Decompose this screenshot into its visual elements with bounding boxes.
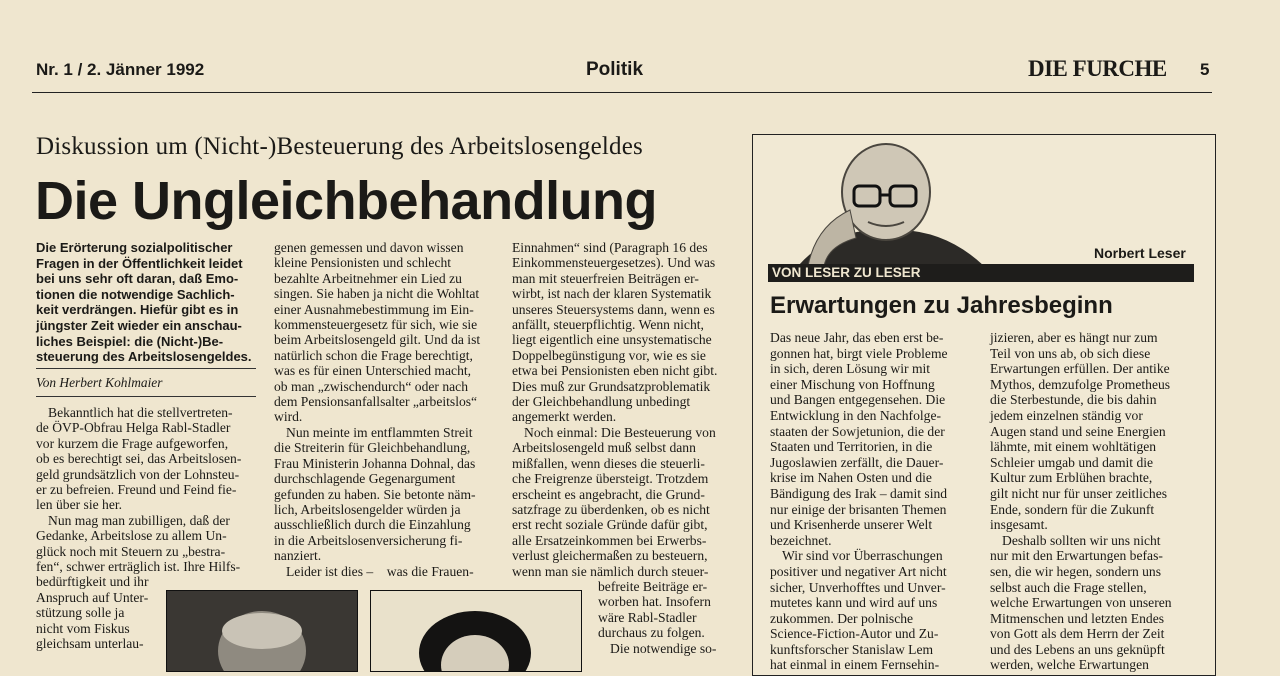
text-line: beim Arbeitslosengeld gilt. Und da ist: [274, 332, 481, 348]
lead-line: Fragen in der Öffentlichkeit leidet: [36, 255, 243, 271]
text-line: Leider ist dies – was die Frauen-: [286, 563, 474, 579]
text-line: Kultur zum Erblühen brachte,: [990, 470, 1153, 486]
text-line: nur mit den Erwartungen befas-: [990, 548, 1163, 564]
text-line: ob es berechtigt sei, das Arbeitslosen-: [36, 451, 242, 467]
text-line: mißfallen, wenn dieses die steuerli-: [512, 455, 705, 471]
text-line: glück noch mit Steuern zu „bestra-: [36, 543, 226, 559]
masthead: DIE FURCHE: [1028, 56, 1167, 81]
text-line: singen. Sie haben ja nicht die Wohltat: [274, 286, 480, 302]
text-line: Gedanke, Arbeitslose zu allem Un-: [36, 528, 227, 544]
text-line: Bekanntlich hat die stellvertreten-: [48, 405, 233, 420]
text-line: selbst auch die Frage stellen,: [990, 579, 1147, 595]
text-line: die Sterbestunde, die bis dahin: [990, 392, 1157, 408]
text-line: Dies muß zur Grundsatzproblematik: [512, 378, 711, 394]
text-line: Staaten und Territorien, in die: [770, 439, 933, 455]
text-line: insgesamt.: [990, 517, 1048, 533]
text-line: krise im Nahen Osten und die: [770, 470, 932, 486]
text-line: Das neue Jahr, das eben erst be-: [770, 330, 944, 345]
text-line: anfällt, steuerpflichtig. Wenn nicht,: [512, 317, 704, 333]
article-photo-right: [370, 590, 582, 672]
text-line: worben hat. Insofern: [598, 594, 711, 610]
text-line: werden, welche Erwartungen: [990, 657, 1149, 673]
text-line: Teil von uns ab, ob sich diese: [990, 345, 1151, 361]
text-line: ob man „zwischendurch“ oder nach: [274, 378, 469, 394]
article-kicker: Diskussion um (Nicht-)Besteuerung des Arbeitslosengeldes: [36, 133, 643, 160]
text-line: mutetes kann und wird auf uns: [770, 595, 938, 611]
text-line: und Bangen entgegensehen. Die: [770, 392, 946, 408]
article-column-3-continued: [598, 579, 734, 656]
text-line: angemerkt werden.: [512, 409, 617, 425]
lead-line: jüngster Zeit wieder ein anschau-: [36, 317, 242, 333]
text-line: wenn man sie nämlich durch steuer-: [512, 563, 709, 579]
sidebar-author: Norbert Leser: [1094, 245, 1186, 261]
text-line: Arbeitslosengeld muß selbst dann: [512, 440, 696, 456]
article-headline: Die Ungleichbehandlung: [35, 171, 658, 231]
text-line: kommensteuergesetz für sich, wie sie: [274, 317, 478, 333]
text-line: jizieren, aber es hängt nur zum: [990, 330, 1158, 345]
text-line: Bändigung des Irak – damit sind: [770, 485, 948, 501]
section-title: Politik: [586, 59, 644, 80]
lead-line: bei uns sehr oft daran, daß Emo-: [36, 271, 239, 287]
text-line: Erwartungen erfüllen. Der antike: [990, 361, 1170, 377]
text-line: bezeichnet.: [770, 532, 832, 548]
text-line: einer Ausnahmebestimmung im Ein-: [274, 301, 474, 317]
text-line: Einnahmen“ sind (Paragraph 16 des: [512, 240, 708, 255]
text-line: zukommen. Der polnische: [770, 610, 914, 626]
text-line: durchschlagende Gegenargument: [274, 471, 456, 487]
column-band: VON LESER ZU LESER: [768, 264, 1194, 282]
text-line: nanziert.: [274, 548, 322, 564]
text-line: Mitmenschen und letzten Endes: [990, 610, 1165, 626]
text-line: Schleier umgab und damit die: [990, 454, 1154, 470]
text-line: nicht vom Fiskus: [36, 620, 130, 636]
text-line: durchaus zu folgen.: [598, 625, 705, 641]
text-line: Mythos, demzufolge Prometheus: [990, 376, 1171, 392]
text-line: hat einmal in einem Fernsehin-: [770, 657, 940, 673]
text-line: was es für einen Unterschied macht,: [274, 363, 472, 379]
header-rule: [32, 92, 1212, 93]
issue-date: Nr. 1 / 2. Jänner 1992: [36, 60, 205, 79]
text-line: Nun meinte im entflammten Streit: [286, 424, 473, 440]
article-column-3: [512, 240, 734, 579]
text-line: Nun mag man zubilligen, daß der: [48, 512, 230, 528]
text-line: kunftsforscher Stanislaw Lem: [770, 641, 934, 657]
text-line: gonnen hat, birgt viele Probleme: [770, 345, 948, 361]
text-line: die Streiterin für Gleichbehandlung,: [274, 440, 471, 456]
text-line: jedem einzelnen ständig vor: [990, 407, 1143, 423]
text-line: Die notwendige so-: [610, 640, 717, 656]
text-line: lich, Arbeitslosengelder würden ja: [274, 501, 461, 517]
text-line: de ÖVP-Obfrau Helga Rabl-Stadler: [36, 420, 231, 436]
text-line: Science-Fiction-Autor und Zu-: [770, 626, 939, 642]
text-line: ausschließlich durch die Einzahlung: [274, 517, 471, 533]
text-line: Frau Ministerin Johanna Dohnal, das: [274, 455, 476, 471]
portrait-image: [371, 591, 581, 671]
divider: [36, 396, 256, 397]
text-line: liegt eigentlich eine unsystematische: [512, 332, 712, 348]
text-line: Augen stand und seine Energien: [990, 423, 1166, 439]
portrait-image: [788, 140, 988, 266]
article-column-2: [274, 240, 496, 579]
text-line: fen“, schwer erträglich ist. Ihre Hilfs-: [36, 559, 241, 575]
text-line: satzfrage zu überdenken, ob es nicht: [512, 501, 710, 517]
text-line: Wir sind vor Überraschungen: [782, 548, 943, 564]
text-line: wirbt, ist nach der klaren Systematik: [512, 286, 712, 302]
text-line: stützung solle ja: [36, 605, 125, 621]
article-lead: [36, 240, 256, 365]
text-line: geld grundsätzlich von der Lohnsteu-: [36, 466, 240, 482]
text-line: kleine Pensionisten und schlecht: [274, 255, 452, 271]
author-portrait: [788, 140, 988, 266]
text-line: von Gott als dem Herrn der Zeit: [990, 626, 1165, 642]
text-line: Einkommensteuergesetzes). Und was: [512, 255, 716, 271]
text-line: positiver und negativer Art nicht: [770, 563, 947, 579]
lead-line: keit verdrängen. Hiefür gibt es in: [36, 302, 239, 318]
lead-line: steuerung des Arbeitslosengeldes.: [36, 349, 252, 365]
text-line: gefunden zu haben. Sie betonte näm-: [274, 486, 476, 502]
text-line: sicher, Unverhofftes und Unver-: [770, 579, 946, 595]
text-line: dem Pensionsanfallsalter „arbeitslos“: [274, 394, 478, 410]
lead-line: tionen die notwendige Sachlich-: [36, 286, 235, 302]
text-line: der Gleichbehandlung unbedingt: [512, 394, 691, 410]
text-line: gleichsam unterlau-: [36, 636, 144, 652]
text-line: Deshalb sollten wir uns nicht: [1002, 532, 1161, 548]
text-line: Anspruch auf Unter-: [36, 589, 149, 605]
text-line: welche Erwartungen von unseren: [990, 595, 1172, 611]
text-line: nur einige der brisanten Themen: [770, 501, 947, 517]
article-photo-left: [166, 590, 358, 672]
text-line: bedürftigkeit und ihr: [36, 574, 149, 590]
text-line: man mit steuerfreien Beiträgen er-: [512, 270, 699, 286]
lead-line: Die Erörterung sozialpolitischer: [36, 240, 233, 255]
text-line: etwa bei Pensionisten eben nicht gibt.: [512, 363, 718, 379]
text-line: und des Lebens an uns geknüpft: [990, 641, 1165, 657]
text-line: alle Ersatzeinkommen bei Erwerbs-: [512, 532, 707, 548]
text-line: Noch einmal: Die Besteuerung von: [524, 424, 716, 440]
text-line: Entwicklung in den Nachfolge-: [770, 407, 942, 423]
text-line: und Krisenherde unserer Welt: [770, 517, 933, 533]
text-line: vor kurzem die Frage aufgeworfen,: [36, 435, 229, 451]
lead-line: liches Beispiel: die (Nicht-)Be-: [36, 333, 224, 349]
text-line: Jugoslawien zerfällt, die Dauer-: [770, 454, 944, 470]
text-line: natürlich schon die Frage berechtigt,: [274, 347, 473, 363]
sidebar-column-2: [990, 330, 1200, 673]
text-line: erscheint es angebracht, die Grund-: [512, 486, 705, 502]
text-line: wird.: [274, 409, 303, 425]
text-line: genen gemessen und davon wissen: [274, 240, 464, 255]
text-line: unseres Steuersystems dann, wenn es: [512, 301, 715, 317]
text-line: verlust gleichermaßen zu besteuern,: [512, 548, 708, 564]
sidebar-title: Erwartungen zu Jahresbeginn: [770, 292, 1113, 319]
text-line: lähmte, mit einem wohltätigen: [990, 439, 1157, 455]
text-line: er zu befreien. Freund und Feind fie-: [36, 482, 237, 498]
text-line: wäre Rabl-Stadler: [598, 609, 697, 625]
text-line: bezahlte Arbeitnehmer ein Lied zu: [274, 270, 462, 286]
text-line: Ende, sondern für die Zukunft: [990, 501, 1155, 517]
portrait-image: [167, 591, 357, 671]
text-line: Doppelbegünstigung vor, wie es sie: [512, 347, 706, 363]
sidebar-column-1: [770, 330, 980, 673]
page-number: 5: [1200, 60, 1210, 79]
byline: Von Herbert Kohlmaier: [36, 375, 163, 390]
text-line: che Freigrenze übersteigt. Trotzdem: [512, 471, 709, 487]
text-line: len über sie her.: [36, 497, 123, 513]
text-line: einer Mischung von Hoffnung: [770, 376, 935, 392]
text-line: staaten der Sowjetunion, die der: [770, 423, 945, 439]
text-line: sen, die wir hegen, sondern uns: [990, 563, 1162, 579]
text-line: in sich, deren Lösung wir mit: [770, 361, 931, 377]
text-line: in die Arbeitslosenversicherung fi-: [274, 532, 463, 548]
text-line: erst recht soziale Gründe dafür gibt,: [512, 517, 708, 533]
text-line: gilt nicht nur für unser zeitliches: [990, 485, 1168, 501]
divider: [36, 368, 256, 369]
text-line: befreite Beiträge er-: [598, 579, 708, 594]
